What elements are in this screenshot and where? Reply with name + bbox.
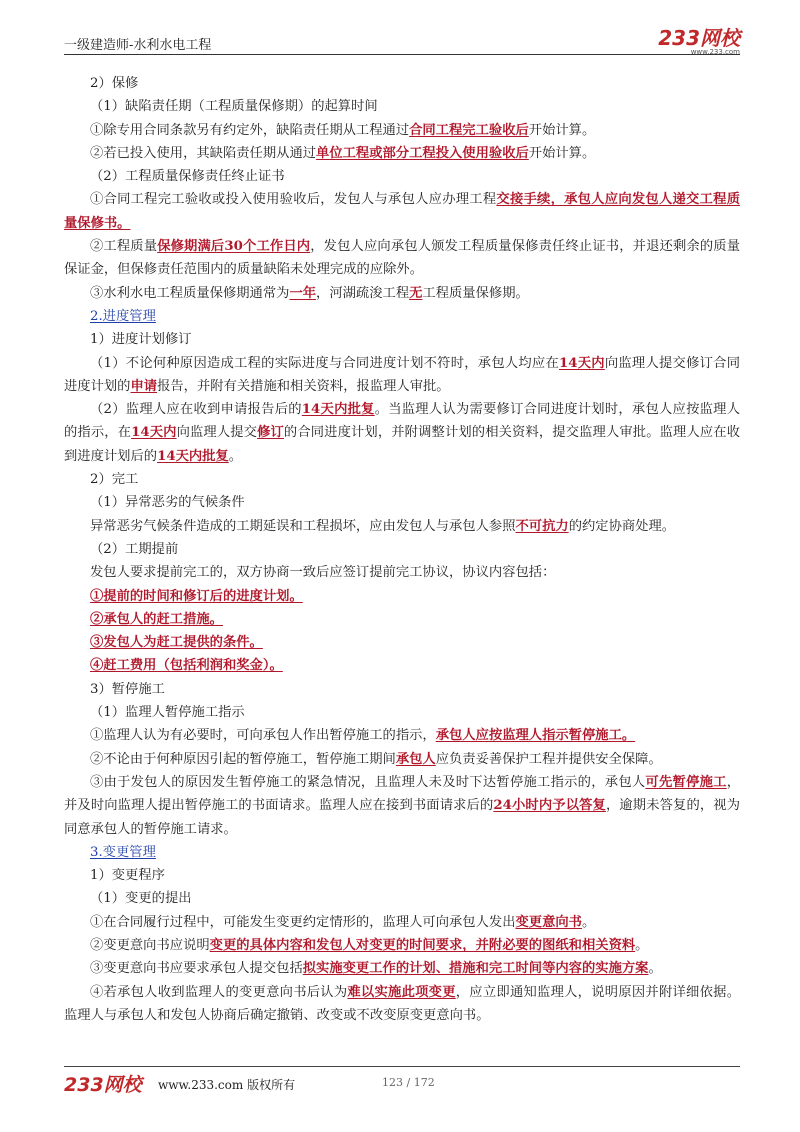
paragraph <box>64 585 740 608</box>
text-run: （1）缺陷责任期（工程质量保修期）的起算时间 <box>90 99 378 115</box>
text-run: 异常恶劣气候条件造成的工期延误和工程损坏，应由发包人与承包人参照 <box>90 518 516 534</box>
paragraph <box>64 678 740 701</box>
paragraph <box>64 701 740 724</box>
key-phrase: 可先暂停施工 <box>645 774 727 790</box>
text-run: ④若承包人收到监理人的变更意向书后认为 <box>90 984 348 1000</box>
key-phrase: 拟实施变更工作的计划、措施和完工时间等内容的实施方案 <box>302 961 649 977</box>
paragraph <box>64 608 740 631</box>
key-phrase: 交接手续，承包人应向发包人递交工程质量保修书。 <box>64 192 740 231</box>
key-phrase: 无 <box>409 285 423 301</box>
key-phrase: 合同工程完工验收后 <box>409 122 529 138</box>
paragraph <box>64 957 740 980</box>
brand-logo <box>658 22 740 56</box>
text-run: ，发包人应向承包人颁发工程质量保修责任终止证书，并退还剩余的质量保证金，但保修责任范围内的质量缺陷未处理完成的应除外。 <box>64 239 741 278</box>
header-title: 一级建造师-水利水电工程 <box>64 38 212 53</box>
text-run: 向监理人提交 <box>176 425 258 441</box>
text-run: ③变更意向书应要求承包人提交包括 <box>90 961 303 977</box>
text-run: ①合同工程完工验收或投入使用验收后，发包人与承包人应办理工程 <box>90 192 497 208</box>
text-run: 。当监理人认为需要修订合同进度计划时，承包人应按监理人的指示，在 <box>64 402 740 441</box>
page-number: 123 / 172 <box>382 1076 435 1089</box>
paragraph <box>64 864 740 887</box>
text-run: 。 <box>648 961 662 977</box>
text-run: 的约定协商处理。 <box>568 518 676 534</box>
paragraph <box>64 282 740 305</box>
text-run: （2）工程质量保修责任终止证书 <box>90 169 285 185</box>
footer-logo: 233网校 <box>64 1074 142 1096</box>
text-run: 。 <box>581 914 596 930</box>
paragraph <box>64 142 740 165</box>
key-phrase: 难以实施此项变更 <box>347 984 456 1000</box>
key-phrase: 承包人应按监理人指示暂停施工。 <box>435 728 636 744</box>
paragraph <box>64 165 740 188</box>
header-divider <box>64 54 740 55</box>
paragraph <box>64 72 740 95</box>
logo-url: www.233.com <box>690 48 740 56</box>
text-run: 。 <box>228 448 243 464</box>
text-run: ①监理人认为有必要时，可向承包人作出暂停施工的指示， <box>90 728 436 744</box>
text-run: 2）完工 <box>90 472 139 488</box>
text-run: ③水利水电工程质量保修期通常为 <box>90 285 290 301</box>
copyright-text: www.233.com 版权所有 <box>158 1078 296 1092</box>
text-run: 的合同进度计划，并附调整计划的相关资料，提交监理人审批。监理人应在收到进度计划后的 <box>64 425 741 464</box>
key-phrase: 14天内批复 <box>157 448 229 464</box>
key-phrase: 申请 <box>130 378 158 394</box>
text-run: 应负责妥善保护工程并提供安全保障。 <box>435 751 662 767</box>
text-run: （1）异常恶劣的气候条件 <box>90 495 245 511</box>
key-phrase: ④赶工费用（包括利润和奖金）。 <box>90 658 283 674</box>
page-footer <box>64 1070 740 1094</box>
paragraph <box>64 119 740 142</box>
paragraph <box>64 538 740 561</box>
text-run: ，应立即通知监理人，说明原因并附详细依据。监理人与承包人和发包人协商后确定撤销、改变或不改变原变更意向书。 <box>64 984 740 1023</box>
text-run: （2）工期提前 <box>90 541 179 557</box>
key-phrase: 修订 <box>257 425 284 441</box>
page-header <box>64 22 740 56</box>
text-run: （1）变更的提出 <box>90 891 192 907</box>
logo-mark: 233网校 <box>658 26 740 50</box>
text-run: ③由于发包人的原因发生暂停施工的紧急情况，且监理人未及时下达暂停施工指示的，承包人 <box>90 774 646 790</box>
key-phrase: 14天内批复 <box>301 402 375 418</box>
key-phrase: 变更意向书 <box>515 914 582 930</box>
paragraph <box>64 724 740 747</box>
key-phrase: ③发包人为赶工提供的条件。 <box>90 635 263 651</box>
paragraph <box>64 188 740 235</box>
key-phrase: ①提前的时间和修订后的进度计划。 <box>90 588 303 604</box>
key-phrase: 单位工程或部分工程投入使用验收后 <box>316 145 529 161</box>
key-phrase: 14天内 <box>559 355 605 371</box>
paragraph <box>64 654 740 677</box>
paragraph <box>64 468 740 491</box>
paragraph <box>64 328 740 351</box>
text-run: 1）进度计划修订 <box>90 332 192 348</box>
text-run: （2）监理人应在收到申请报告后的 <box>90 402 302 418</box>
text-run: ①在合同履行过程中，可能发生变更约定情形的，监理人可向承包人发出 <box>90 914 516 930</box>
paragraph <box>64 981 740 1028</box>
paragraph <box>64 515 740 538</box>
text-run: （1）监理人暂停施工指示 <box>90 705 245 721</box>
paragraph <box>64 748 740 771</box>
paragraph <box>64 95 740 118</box>
text-run: 工程质量保修期。 <box>422 285 529 301</box>
key-phrase: 变更的具体内容和发包人对变更的时间要求，并附必要的图纸和相关资料 <box>209 937 636 953</box>
paragraph <box>64 305 740 328</box>
footer-divider <box>64 1066 740 1067</box>
paragraph <box>64 631 740 654</box>
paragraph <box>64 491 740 514</box>
text-run: 发包人要求提前完工的，双方协商一致后应签订提前完工协议，协议内容包括： <box>90 565 556 581</box>
text-run: ，逾期未答复的，视为同意承包人的暂停施工请求。 <box>64 798 741 837</box>
text-run: ①除专用合同条款另有约定外，缺陷责任期从工程通过 <box>90 122 410 138</box>
paragraph <box>64 841 740 864</box>
paragraph <box>64 235 740 282</box>
text-run: 2）保修 <box>90 76 139 91</box>
key-phrase: 3.变更管理 <box>90 844 156 860</box>
text-run: 向监理人提交修订合同进度计划的 <box>64 355 740 394</box>
text-run: ，并及时向监理人提出暂停施工的书面请求。监理人应在接到书面请求后的 <box>64 774 740 814</box>
paragraph <box>64 352 740 399</box>
document-body <box>64 72 740 1027</box>
paragraph <box>64 911 740 934</box>
paragraph <box>64 934 740 957</box>
text-run: 报告，并附有关措施和相关资料，报监理人审批。 <box>157 378 450 394</box>
key-phrase: ②承包人的赶工措施。 <box>90 611 223 627</box>
paragraph <box>64 398 740 468</box>
text-run: ②不论由于何种原因引起的暂停施工，暂停施工期间 <box>90 751 396 767</box>
key-phrase: 14天内 <box>131 425 177 441</box>
text-run: （1）不论何种原因造成工程的实际进度与合同进度计划不符时，承包人均应在 <box>90 355 560 371</box>
paragraph <box>64 561 740 584</box>
text-run: 1）变更程序 <box>90 868 165 884</box>
key-phrase: 一年 <box>289 285 317 301</box>
text-run: ②若已投入使用，其缺陷责任期从通过 <box>90 145 317 161</box>
text-run: ，河湖疏浚工程 <box>316 285 410 301</box>
text-run: 开始计算。 <box>528 122 596 138</box>
key-phrase: 2.进度管理 <box>90 308 156 324</box>
text-run: ②工程质量 <box>90 239 158 255</box>
key-phrase: 保修期满后30个工作日内 <box>157 239 311 255</box>
key-phrase: 24小时内予以答复 <box>493 798 606 814</box>
paragraph <box>64 771 740 841</box>
paragraph <box>64 887 740 910</box>
key-phrase: 承包人 <box>395 751 436 767</box>
key-phrase: 不可抗力 <box>515 518 569 534</box>
text-run: ②变更意向书应说明 <box>90 937 210 953</box>
text-run: 。 <box>635 937 649 953</box>
text-run: 3）暂停施工 <box>90 681 165 697</box>
text-run: 开始计算。 <box>528 145 596 161</box>
